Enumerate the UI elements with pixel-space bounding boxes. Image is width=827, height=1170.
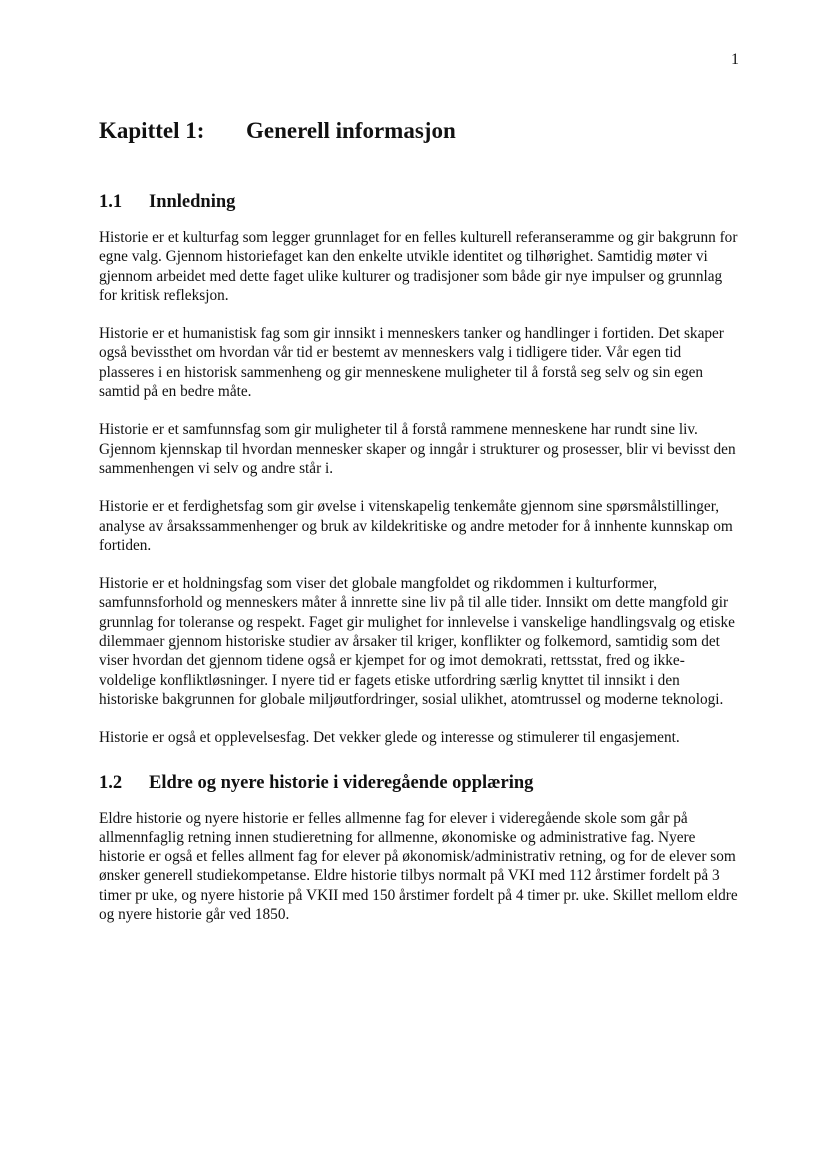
section-innledning [99, 190, 739, 748]
section-heading [99, 190, 739, 214]
paragraph-kulturfag: Historie er et kulturfag som legger grunnlaget for en felles kulturell referanseramme og gir bakgrunn for egne valg. Gjennom historiefaget kan den enkelte utvikle identitet og tilhørighet. Samtidig møter vi gjennom arbeidet med dette faget ulike kulturer og tradisjoner som både gir nye impulser og grunnlag for kritisk refleksjon. [99, 229, 738, 304]
paragraph-opplevelsesfag: Historie er også et opplevelsesfag. Det vekker glede og interesse og stimulerer til engasjement. [99, 729, 680, 747]
chapter-number: Kapittel 1: [99, 118, 205, 143]
paragraph-ferdighetsfag: Historie er et ferdighetsfag som gir øvelse i vitenskapelig tenkemåte gjennom sine spørsmålstillinger, analyse av årsakssammenhenger og bruk av kildekritiske og andre metoder for å innhente kunnskap om fortiden. [99, 498, 733, 554]
section-number: 1.1 [99, 192, 123, 212]
section-heading [99, 771, 739, 795]
paragraph-humanistisk-fag: Historie er et humanistisk fag som gir innsikt i menneskers tanker og handlinger i fortiden. Det skaper også bevissthet om hvordan vår tid er bestemt av menneskers valg i tidligere tider. Vår egen tid plasseres i en historisk sammenheng og gir menneskene muligheter til å forstå seg selv og sin egen samtid på en bedre måte. [99, 325, 724, 401]
chapter-heading [99, 116, 739, 146]
paragraph-holdningsfag: Historie er et holdningsfag som viser det globale mangfoldet og rikdommen i kulturformer, samfunnsforhold og menneskers måter å innrette sine liv på til alle tider. Innsikt om dette mangfold gir grunnlag for toleranse og respekt. Faget gir mulighet for innlevelse i vanskelige handlingsvalg og etiske dilemmaer gjennom historiske studier av årsaker til kriger, konflikter og folkemord, samtidig som det viser hvordan det gjennom tidene også er kjempet for og imot demokrati, rettsstat, fred og ikke-voldelige konfliktløsninger. I nyere tid er fagets etiske utfordring særlig knyttet til innsikt i den historiske bakgrunnen for globale miljøutfordringer, sosial ulikhet, atomtrussel og moderne teknologi. [99, 575, 735, 708]
chapter-title: Generell informasjon [246, 118, 456, 143]
section-eldre-og-nyere-historie [99, 771, 739, 925]
section-title: Eldre og nyere historie i videregående opplæring [149, 772, 534, 793]
page-number: 1 [731, 51, 739, 68]
document-body [99, 116, 739, 943]
section-title: Innledning [149, 192, 236, 212]
paragraph-samfunnsfag: Historie er et samfunnsfag som gir muligheter til å forstå rammene menneskene har rundt sine liv. Gjennom kjennskap til hvordan mennesker skaper og inngår i strukturer og prosesser, blir vi bevisst den sammenhengen vi selv og andre står i. [99, 421, 736, 477]
paragraph-fagtilbud: Eldre historie og nyere historie er felles allmenne fag for elever i videregående skole som går på allmennfaglig retning innen studieretning for allmenne, økonomiske og administrative fag. Nyere historie er også et felles allment fag for elever på økonomisk/administrativ retning, og for de elever som ønsker generell studiekompetanse. Eldre historie tilbys normalt på VKI med 112 årstimer fordelt på 3 timer pr uke, og nyere historie på VKII med 150 årstimer fordelt på 4 timer pr. uke. Skillet mellom eldre og nyere historie går ved 1850. [99, 809, 738, 924]
section-number: 1.2 [99, 772, 123, 793]
